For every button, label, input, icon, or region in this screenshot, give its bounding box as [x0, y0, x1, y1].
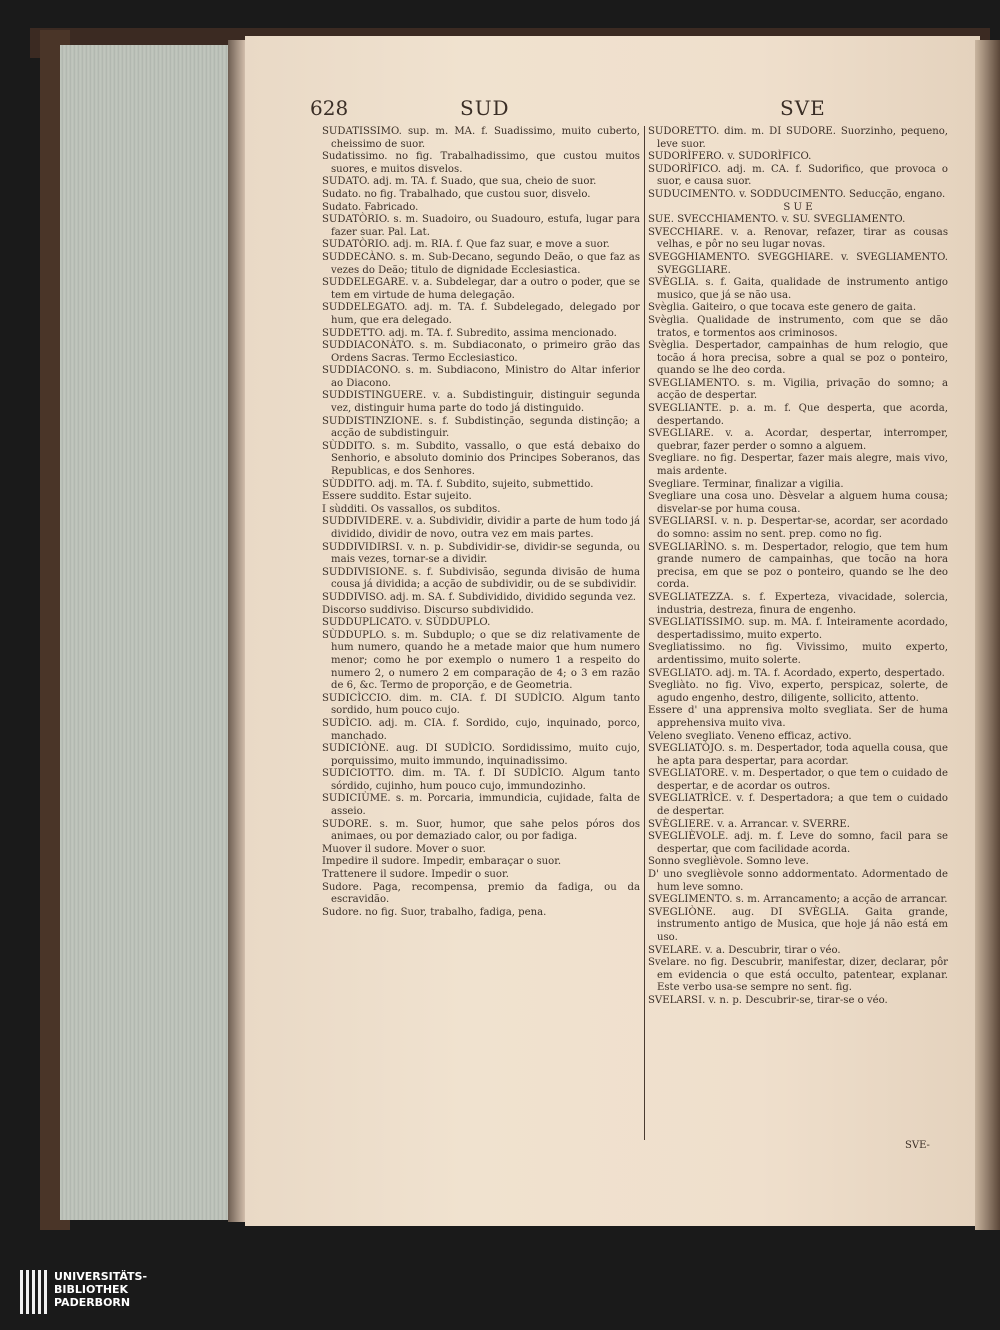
dictionary-entry: SUDDISTINGUERE. v. a. Subdistinguir, distinguir segunda vez, distinguir huma parte do todo já distinguido.: [322, 390, 640, 415]
left-column: [322, 126, 640, 919]
dictionary-entry: SUDORÌFICO. adj. m. CA. f. Sudorifico, que provoca o suor, e causa suor.: [648, 163, 948, 188]
dictionary-entry: Svèglia. Gaiteiro, o que tocava este genero de gaita.: [648, 302, 917, 314]
dictionary-entry: D' uno sveglièvole sonno addormentato. Adormentado de hum leve somno.: [648, 869, 948, 893]
dictionary-entry: SVEGLIANTE. p. a. m. f. Que desperta, que acorda, despertando.: [648, 403, 948, 427]
dictionary-entry: SVEGLIATISSIMO. sup. m. MA. f. Inteiramente acordado, despertadissimo, muito experto.: [648, 617, 948, 641]
dictionary-entry: SUDATISSIMO. sup. m. MA. f. Suadissimo, muito cuberto, cheissimo de suor.: [322, 126, 640, 150]
dictionary-entry: SUDORE. s. m. Suor, humor, que sahe pelos póros dos animaes, ou por demaziado calor, ou por fadiga.: [322, 818, 640, 843]
dictionary-entry: SVEGLIATRÌCE. v. f. Despertadora; a que tem o cuidado de despertar.: [648, 793, 948, 818]
dictionary-entry: SVEGLIATEZZA. s. f. Experteza, vivacidade, solercia, industria, destreza, finura de engenho.: [648, 591, 948, 616]
logo-line-2: BIBLIOTHEK: [54, 1283, 129, 1296]
logo-line-1: UNIVERSITÄTS-: [54, 1270, 148, 1283]
dictionary-entry: SUDICIÙME. s. m. Porcaria, immundicia, cujidade, falta de asseio.: [322, 793, 640, 818]
dictionary-entry: Svegliatissimo. no fig. Vivissimo, muito experto, ardentissimo, muito solerte.: [648, 642, 948, 666]
dictionary-entry: SUDDUPLICATO. v. SÙDDUPLO.: [322, 617, 491, 629]
right-column: [648, 126, 948, 1008]
dictionary-entry: SUDDIVIDERE. v. a. Subdividir, dividir a parte de hum todo já dividido, dividir de novo, outra vez em mais partes.: [322, 516, 640, 540]
page-edges: [60, 45, 230, 1220]
dictionary-entry: SUDDIACONÀTO. s. m. Subdiaconato, o primeiro grão das Ordens Sacras. Termo Ecclesiastico.: [322, 340, 640, 364]
catchword: SVE-: [905, 1140, 930, 1151]
dictionary-entry: SUDDIACONO. s. m. Subdiacono, Ministro do Altar inferior ao Diacono.: [322, 365, 640, 389]
dictionary-entry: SVÈGLIERE. v. a. Arrancar. v. SVERRE.: [648, 818, 850, 830]
dictionary-entry: SVEGLIMENTO. s. m. Arrancamento; a acção de arrancar.: [648, 894, 948, 906]
dictionary-entry: SUDICÌCCIO. dim. m. CIA. f. DI SUDÌCIO. Algum tanto sordido, hum pouco cujo.: [322, 692, 640, 717]
dictionary-entry: SVEGLIARE. v. a. Acordar, despertar, interromper, quebrar, fazer perder o somno a alguem.: [648, 428, 948, 452]
dictionary-entry: SUDDIVISO. adj. m. SA. f. Subdividido, dividido segunda vez.: [322, 591, 637, 603]
dictionary-entry: Svegliare una cosa uno. Dèsvelar a alguem huma cousa; disvelar-se por huma cousa.: [648, 491, 948, 515]
dictionary-entry: Sudato. Fabricado.: [322, 201, 419, 213]
dictionary-entry: SUDICIOTTO. dim. m. TA. f. DI SUDÌCIO. Algum tanto sórdido, cujinho, hum pouco cujo, immundozinho.: [322, 768, 640, 792]
dictionary-entry: SUDDISTINZIONE. s. f. Subdistinção, segunda distinção; a acção de subdistinguir.: [322, 415, 640, 440]
dictionary-entry: Essere suddito. Estar sujeito.: [322, 491, 472, 503]
book-right-edge: [975, 40, 1000, 1230]
dictionary-entry: SUDÌCIO. adj. m. CIA. f. Sordido, cujo, inquinado, porco, manchado.: [322, 717, 640, 742]
dictionary-entry: Discorso suddiviso. Discurso subdividido.: [322, 604, 534, 616]
dictionary-entry: SVELARSI. v. n. p. Descubrir-se, tirar-se o véo.: [648, 994, 888, 1006]
dictionary-entry: SUDDELEGATO. adj. m. TA. f. Subdelegado, delegado por hum, que era delegado.: [322, 302, 640, 326]
dictionary-entry: SVÈGLIA. s. f. Gaita, qualidade de instrumento antigo musico, que já se não usa.: [648, 277, 948, 301]
dictionary-entry: SUDORÌFERO. v. SUDORÌFICO.: [648, 151, 812, 163]
dictionary-entry: SVEGLIATÒJO. s. m. Despertador, toda aquella cousa, que he apta para despertar, para acordar.: [648, 743, 948, 767]
dictionary-entry: Sudore. Paga, recompensa, premio da fadiga, ou da escravidão.: [322, 881, 640, 906]
dictionary-entry: Sudore. no fig. Suor, trabalho, fadiga, pena.: [322, 906, 547, 918]
library-logo: [20, 1270, 260, 1320]
dictionary-entry: Svèglia. Qualidade de instrumento, com que se dão tratos, e tormentos aos criminosos.: [648, 314, 948, 339]
dictionary-entry: SUDICIÒNE. aug. DI SUDÌCIO. Sordidissimo, muito cujo, porquissimo, muito immundo, inquinadissimo.: [322, 743, 640, 767]
dictionary-entry: SVECCHIARE. v. a. Renovar, refazer, tirar as cousas velhas, e pôr no seu lugar novas.: [648, 226, 948, 251]
dictionary-entry: SUDATÒRIO. adj. m. RIA. f. Que faz suar, e move a suor.: [322, 239, 610, 251]
dictionary-entry: SUDATÒRIO. s. m. Suadoiro, ou Suadouro, estufa, lugar para fazer suar. Pal. Lat.: [322, 214, 640, 238]
dictionary-entry: Svèglia. Despertador, campainhas de hum relogio, que tocão á hora precisa, sobre a qual se poz o ponteiro, quando se lhe deo corda.: [648, 340, 948, 377]
logo-line-3: PADERBORN: [54, 1296, 131, 1309]
dictionary-entry: Svegliàto. no fig. Vivo, experto, perspicaz, solerte, de agudo engenho, destro, diligente, sollicito, attento.: [648, 680, 948, 704]
dictionary-entry: SVEGLIÈVOLE. adj. m. f. Leve do somno, facil para se despertar, que com facilidade acorda.: [648, 831, 948, 855]
dictionary-entry: Impedire il sudore. Impedir, embaraçar o suor.: [322, 856, 562, 868]
header-left-guideword: SUD: [460, 96, 510, 120]
dictionary-entry: SUE. SVECCHIAMENTO. v. SU. SVEGLIAMENTO.: [648, 214, 906, 226]
dictionary-entry: Muover il sudore. Mover o suor.: [322, 843, 486, 855]
running-header: [310, 96, 950, 126]
dictionary-entry: SVEGLIAMENTO. s. m. Vigilia, privação do somno; a acção de despertar.: [648, 377, 948, 402]
dictionary-entry: SUDDELEGARE. v. a. Subdelegar, dar a outro o poder, que se tem em virtude de huma delegação.: [322, 277, 640, 301]
dictionary-entry: Svegliare. no fig. Despertar, fazer mais alegre, mais vivo, mais ardente.: [648, 453, 948, 478]
dictionary-entry: SUDUCIMENTO. v. SODDUCIMENTO. Seducção, engano.: [648, 188, 946, 200]
library-logo-text: [54, 1270, 147, 1309]
dictionary-entry: SVELARE. v. a. Descubrir, tirar o véo.: [648, 944, 841, 956]
dictionary-entry: SUDDIVIDIRSI. v. n. p. Subdividir-se, dividir-se segunda, ou mais vezes, tornar-se a dividir.: [322, 541, 640, 566]
library-logo-icon: [20, 1270, 48, 1314]
header-right-guideword: SVE: [780, 96, 826, 120]
dictionary-entry: I sùdditi. Os vassallos, os subditos.: [322, 503, 501, 515]
dictionary-entry: SVEGGHIAMENTO. SVEGGHIARE. v. SVEGLIAMENTO. SVEGGLIARE.: [648, 251, 948, 276]
dictionary-entry: Sudatissimo. no fig. Trabalhadissimo, que custou muitos suores, e muitos disvelos.: [322, 151, 640, 175]
dictionary-entry: Svelare. no fig. Descubrir, manifestar, dizer, declarar, pôr em evidencia o que está occulto, patentear, explanar. Este verbo usa-se sempre no sent. fig.: [648, 957, 948, 994]
dictionary-entry: Sudato. no fig. Trabalhado, que custou suor, disvelo.: [322, 188, 591, 200]
dictionary-entry: SÙDDUPLO. s. m. Subduplo; o que se diz relativamente de hum numero, quando he a metade maior que hum numero menor; como he por exemplo o numero 1 a respeito do numero 2, o numero 2 em comparação de 4; o 3 em razão de 6, &c. Termo de proporção, e de Geometria.: [322, 629, 640, 692]
dictionary-entry: Essere d' una apprensiva molto svegliata. Ser de huma apprehensiva muito viva.: [648, 705, 948, 729]
dictionary-entry: Sonno sveglièvole. Somno leve.: [648, 856, 809, 868]
dictionary-entry: SUDDIVISIONE. s. f. Subdivisão, segunda divisão de huma cousa já dividida; a acção de subdividir, ou de se subdividir.: [322, 566, 640, 591]
dictionary-entry: SVEGLIARSI. v. n. p. Despertar-se, acordar, ser acordado do somno: assim no sent. prep. como no fig.: [648, 516, 948, 540]
dictionary-entry: Veleno svegliato. Veneno efficaz, activo.: [648, 730, 852, 742]
page-number: 628: [310, 96, 349, 120]
dictionary-entry: SVEGLIATORE. v. m. Despertador, o que tem o cuidado de despertar, e de acordar os outros.: [648, 768, 948, 792]
dictionary-entry: SÙDDITO. adj. m. TA. f. Subdito, sujeito, submettido.: [322, 478, 594, 490]
dictionary-entry: S U E: [783, 201, 813, 213]
dictionary-entry: SVEGLIÒNE. aug. DI SVÈGLIA. Gaita grande, instrumento antigo de Musica, que hoje já não está em uso.: [648, 906, 948, 943]
dictionary-entry: SVEGLIATO. adj. m. TA. f. Acordado, experto, despertado.: [648, 667, 945, 679]
dictionary-entry: SUDDECÀNO. s. m. Sub-Decano, segundo Deão, o que faz as vezes do Deão; titulo de dignidade Ecclesiastica.: [322, 251, 640, 276]
dictionary-entry: SVEGLIARÌNO. s. m. Despertador, relogio, que tem hum grande numero de campainhas, que tocão na hora precisa, em que se poz o ponteiro, quando se lhe deo corda.: [648, 541, 948, 591]
dictionary-entry: SUDATO. adj. m. TA. f. Suado, que sua, cheio de suor.: [322, 176, 597, 188]
column-divider: [644, 126, 645, 1140]
dictionary-entry: SÙDDITO. s. m. Subdito, vassallo, o que está debaixo do Senhorio, e absoluto dominio dos Principes Soberanos, das Republicas, e dos Senhores.: [322, 440, 640, 478]
dictionary-entry: Trattenere il sudore. Impedir o suor.: [322, 869, 509, 881]
dictionary-entry: Svegliare. Terminar, finalizar a vigilia.: [648, 478, 844, 490]
dictionary-entry: SUDDETTO. adj. m. TA. f. Subredito, assima mencionado.: [322, 327, 617, 339]
dictionary-entry: SUDORETTO. dim. m. DI SUDORE. Suorzinho, pequeno, leve suor.: [648, 126, 948, 150]
